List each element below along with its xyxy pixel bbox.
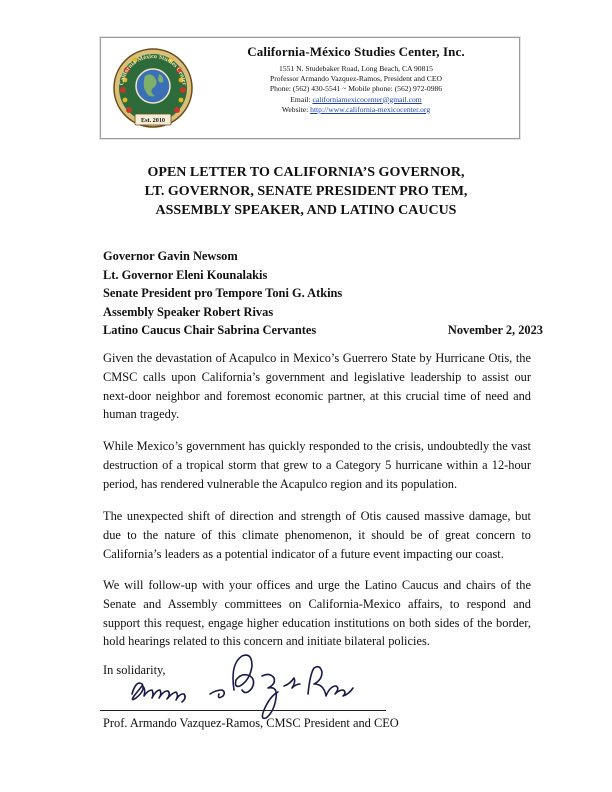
addressee: Governor Gavin Newsom <box>103 249 238 263</box>
signer-name: Prof. Armando Vazquez-Ramos, CMSC President and CEO <box>103 716 399 730</box>
title-line: ASSEMBLY SPEAKER, AND LATINO CAUCUS <box>155 203 457 218</box>
organization-phone: Phone: (562) 430-5541 ~ Mobile phone: (562) 972-0986 <box>269 84 443 94</box>
organization-address: 1551 N. Studebaker Road, Long Beach, CA 90815 <box>279 64 433 73</box>
seal-arc-text: California-México Studies Center <box>118 52 188 86</box>
addressee: Senate President pro Tempore Toni G. Atkins <box>103 286 343 301</box>
addressee: Latino Caucus Chair Sabrina Cervantes <box>103 323 317 338</box>
email-label: Email: <box>290 94 313 104</box>
organization-email-line <box>199 95 513 105</box>
seal-est-text: Est. 2010 <box>140 117 166 124</box>
email-link[interactable]: californiamexicocenter@gmail.com <box>312 94 422 104</box>
addressee: Assembly Speaker Robert Rivas <box>103 304 274 319</box>
closing-salutation: In solidarity, <box>103 663 166 677</box>
addressee-block <box>103 247 543 340</box>
body-paragraph: The unexpected shift of direction and strength of Otis caused massive damage, but due to the nature of this climate phenomenon, it should be of great concern to California’s leaders as a potential indicator of a future event impacting our coast. <box>103 509 531 561</box>
letterhead <box>100 37 520 139</box>
body-paragraph: We will follow-up with your offices and urge the Latino Caucus and chairs of the Senate and Assembly committees on California-Mexico affairs, to respond and support this request, engage higher education institutions on both sides of the border, hold hearings related to this concern and initiate bilateral policies. <box>103 578 531 649</box>
title-line: OPEN LETTER TO CALIFORNIA’S GOVERNOR, <box>147 165 465 180</box>
title-line: LT. GOVERNOR, SENATE PRESIDENT PRO TEM, <box>144 184 468 199</box>
website-link[interactable]: http://www.california-mexicocenter.org <box>310 104 431 114</box>
organization-website-line <box>199 105 513 115</box>
letter-date: November 2, 2023 <box>447 323 543 338</box>
letter-title <box>60 163 552 220</box>
organization-seal-logo <box>111 44 195 132</box>
organization-name: California-México Studies Center, Inc. <box>247 44 465 59</box>
website-label: Website: <box>281 104 311 114</box>
addressee: Lt. Governor Eleni Kounalakis <box>103 267 268 282</box>
signature-line <box>100 710 386 711</box>
body-paragraph: Given the devastation of Acapulco in Mexico’s Guerrero State by Hurricane Otis, the CMSC calls upon California’s government and legislative leadership to assist our next-door neighbor and foremost economic partner, at this crucial time of need and human tragedy. <box>103 351 531 422</box>
organization-president: Professor Armando Vazquez-Ramos, President and CEO <box>270 74 442 84</box>
letterhead-text <box>199 44 513 115</box>
body-paragraph: While Mexico’s government has quickly responded to the crisis, undoubtedly the vast destruction of a tropical storm that grew to a Category 5 hurricane within a 12-hour period, has rendered vulnerable the Acapulco region and its population. <box>103 439 531 491</box>
